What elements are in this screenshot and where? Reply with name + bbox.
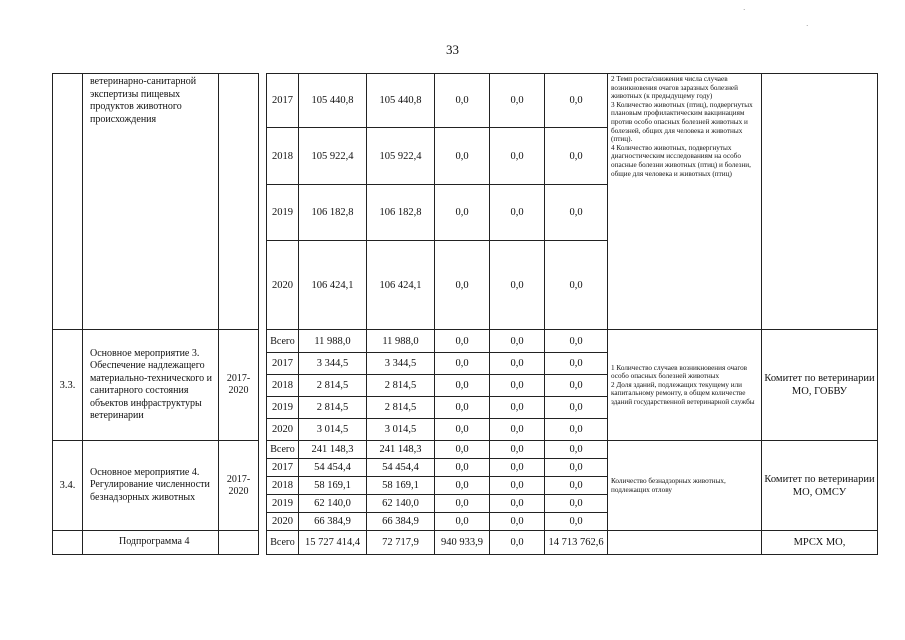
other-sources-cell: 0,0: [545, 375, 608, 397]
total-cell: 3 344,5: [299, 353, 367, 375]
year-cell: 2018: [267, 375, 299, 397]
other-sources-cell: 0,0: [545, 241, 608, 330]
scan-mark: ·: [806, 22, 809, 30]
year-cell: 2020: [267, 513, 299, 531]
local-budget-cell: 0,0: [490, 353, 545, 375]
table-row: [53, 74, 878, 128]
other-sources-cell: 0,0: [545, 495, 608, 513]
federal-budget-cell: 0,0: [435, 419, 490, 441]
federal-budget-cell: 940 933,9: [435, 531, 490, 555]
other-sources-cell: 0,0: [545, 419, 608, 441]
federal-budget-cell: 0,0: [435, 128, 490, 185]
total-cell: 105 922,4: [299, 128, 367, 185]
local-budget-cell: 0,0: [490, 241, 545, 330]
table-row: [53, 531, 878, 555]
responsible-cell: Комитет по ветеринарии МО, ГОБВУ: [762, 330, 878, 441]
period-cell: [219, 74, 259, 330]
other-sources-cell: 0,0: [545, 477, 608, 495]
other-sources-cell: 0,0: [545, 459, 608, 477]
federal-budget-cell: 0,0: [435, 441, 490, 459]
regional-budget-cell: 106 182,8: [367, 185, 435, 241]
row-number-cell: [53, 531, 83, 555]
regional-budget-cell: 11 988,0: [367, 330, 435, 353]
table-row: [53, 330, 878, 353]
federal-budget-cell: 0,0: [435, 74, 490, 128]
total-cell: 54 454,4: [299, 459, 367, 477]
other-sources-cell: 0,0: [545, 74, 608, 128]
local-budget-cell: 0,0: [490, 397, 545, 419]
regional-budget-cell: 3 344,5: [367, 353, 435, 375]
total-cell: 62 140,0: [299, 495, 367, 513]
local-budget-cell: 0,0: [490, 128, 545, 185]
indicators-cell: [608, 531, 762, 555]
responsible-cell: Комитет по ветеринарии МО, ОМСУ: [762, 441, 878, 531]
total-cell: 241 148,3: [299, 441, 367, 459]
federal-budget-cell: 0,0: [435, 330, 490, 353]
regional-budget-cell: 106 424,1: [367, 241, 435, 330]
other-sources-cell: 0,0: [545, 185, 608, 241]
total-cell: 58 169,1: [299, 477, 367, 495]
total-cell: 66 384,9: [299, 513, 367, 531]
regional-budget-cell: 2 814,5: [367, 375, 435, 397]
column-gap: [259, 74, 267, 330]
federal-budget-cell: 0,0: [435, 375, 490, 397]
regional-budget-cell: 66 384,9: [367, 513, 435, 531]
year-cell: 2019: [267, 397, 299, 419]
other-sources-cell: 0,0: [545, 128, 608, 185]
period-cell: 2017- 2020: [219, 441, 259, 531]
indicators-cell: Количество безнадзорных животных, подлежащих отлову: [608, 441, 762, 531]
local-budget-cell: 0,0: [490, 513, 545, 531]
regional-budget-cell: 3 014,5: [367, 419, 435, 441]
other-sources-cell: 0,0: [545, 353, 608, 375]
local-budget-cell: 0,0: [490, 419, 545, 441]
measure-name: ветеринарно-санитарной экспертизы пищевых продуктов животного происхождения: [83, 74, 219, 330]
column-gap: [259, 330, 267, 441]
total-cell: 3 014,5: [299, 419, 367, 441]
other-sources-cell: 0,0: [545, 513, 608, 531]
federal-budget-cell: 0,0: [435, 495, 490, 513]
column-gap: [259, 441, 267, 531]
budget-table: [52, 73, 878, 555]
federal-budget-cell: 0,0: [435, 353, 490, 375]
period-cell: [219, 531, 259, 555]
other-sources-cell: 0,0: [545, 330, 608, 353]
local-budget-cell: 0,0: [490, 531, 545, 555]
federal-budget-cell: 0,0: [435, 185, 490, 241]
indicators-cell: 1 Количество случаев возникновения очагов особо опасных болезней животных 2 Доля зданий, подлежащих текущему или капитальному ремонту, в общем количестве зданий государственной ветеринарной службы: [608, 330, 762, 441]
indicators-cell: 2 Темп роста/снижения числа случаев возникновения очагов заразных болезней животных (к предыдущему году) 3 Количество животных (птиц), подвергнутых плановым профилактическим вакцинациям против особо опасных болезней животных и болезней, общих для человека и животных (птиц). 4 Количество животных, подвергнутых диагностическим исследованиям на особо опасные болезни животных (птиц) и болезни, общие для человека и животных (птиц): [608, 74, 762, 330]
regional-budget-cell: 241 148,3: [367, 441, 435, 459]
federal-budget-cell: 0,0: [435, 477, 490, 495]
federal-budget-cell: 0,0: [435, 513, 490, 531]
year-cell: 2020: [267, 419, 299, 441]
year-cell: 2018: [267, 128, 299, 185]
year-cell: 2018: [267, 477, 299, 495]
total-cell: 15 727 414,4: [299, 531, 367, 555]
page-number: 33: [446, 42, 459, 57]
total-cell: 106 182,8: [299, 185, 367, 241]
year-cell: 2017: [267, 353, 299, 375]
federal-budget-cell: 0,0: [435, 459, 490, 477]
local-budget-cell: 0,0: [490, 375, 545, 397]
local-budget-cell: 0,0: [490, 495, 545, 513]
local-budget-cell: 0,0: [490, 185, 545, 241]
local-budget-cell: 0,0: [490, 74, 545, 128]
other-sources-cell: 14 713 762,6: [545, 531, 608, 555]
local-budget-cell: 0,0: [490, 477, 545, 495]
responsible-cell: МРСХ МО,: [762, 531, 878, 555]
year-cell: Всего: [267, 531, 299, 555]
year-cell: 2019: [267, 185, 299, 241]
regional-budget-cell: 105 440,8: [367, 74, 435, 128]
other-sources-cell: 0,0: [545, 397, 608, 419]
row-number-cell: [53, 74, 83, 330]
total-cell: 2 814,5: [299, 375, 367, 397]
row-number: 3.3.: [53, 330, 83, 441]
scan-mark: ·: [743, 6, 746, 14]
regional-budget-cell: 72 717,9: [367, 531, 435, 555]
year-cell: 2017: [267, 459, 299, 477]
year-cell: 2019: [267, 495, 299, 513]
regional-budget-cell: 54 454,4: [367, 459, 435, 477]
subprogram-name: Подпрограмма 4: [83, 531, 219, 555]
local-budget-cell: 0,0: [490, 441, 545, 459]
measure-name: Основное мероприятие 3. Обеспечение надлежащего материально-технического и санитарного состояния объектов инфраструктуры ветеринарии: [83, 330, 219, 441]
total-cell: 105 440,8: [299, 74, 367, 128]
total-cell: 106 424,1: [299, 241, 367, 330]
federal-budget-cell: 0,0: [435, 241, 490, 330]
local-budget-cell: 0,0: [490, 459, 545, 477]
other-sources-cell: 0,0: [545, 441, 608, 459]
year-cell: 2020: [267, 241, 299, 330]
row-number: 3.4.: [53, 441, 83, 531]
total-cell: 2 814,5: [299, 397, 367, 419]
local-budget-cell: 0,0: [490, 330, 545, 353]
total-cell: 11 988,0: [299, 330, 367, 353]
federal-budget-cell: 0,0: [435, 397, 490, 419]
year-cell: 2017: [267, 74, 299, 128]
year-cell: Всего: [267, 330, 299, 353]
period-cell: 2017- 2020: [219, 330, 259, 441]
column-gap: [259, 531, 267, 555]
regional-budget-cell: 2 814,5: [367, 397, 435, 419]
measure-name: Основное мероприятие 4. Регулирование численности безнадзорных животных: [83, 441, 219, 531]
regional-budget-cell: 58 169,1: [367, 477, 435, 495]
regional-budget-cell: 105 922,4: [367, 128, 435, 185]
responsible-cell: [762, 74, 878, 330]
regional-budget-cell: 62 140,0: [367, 495, 435, 513]
year-cell: Всего: [267, 441, 299, 459]
table-row: [53, 441, 878, 459]
